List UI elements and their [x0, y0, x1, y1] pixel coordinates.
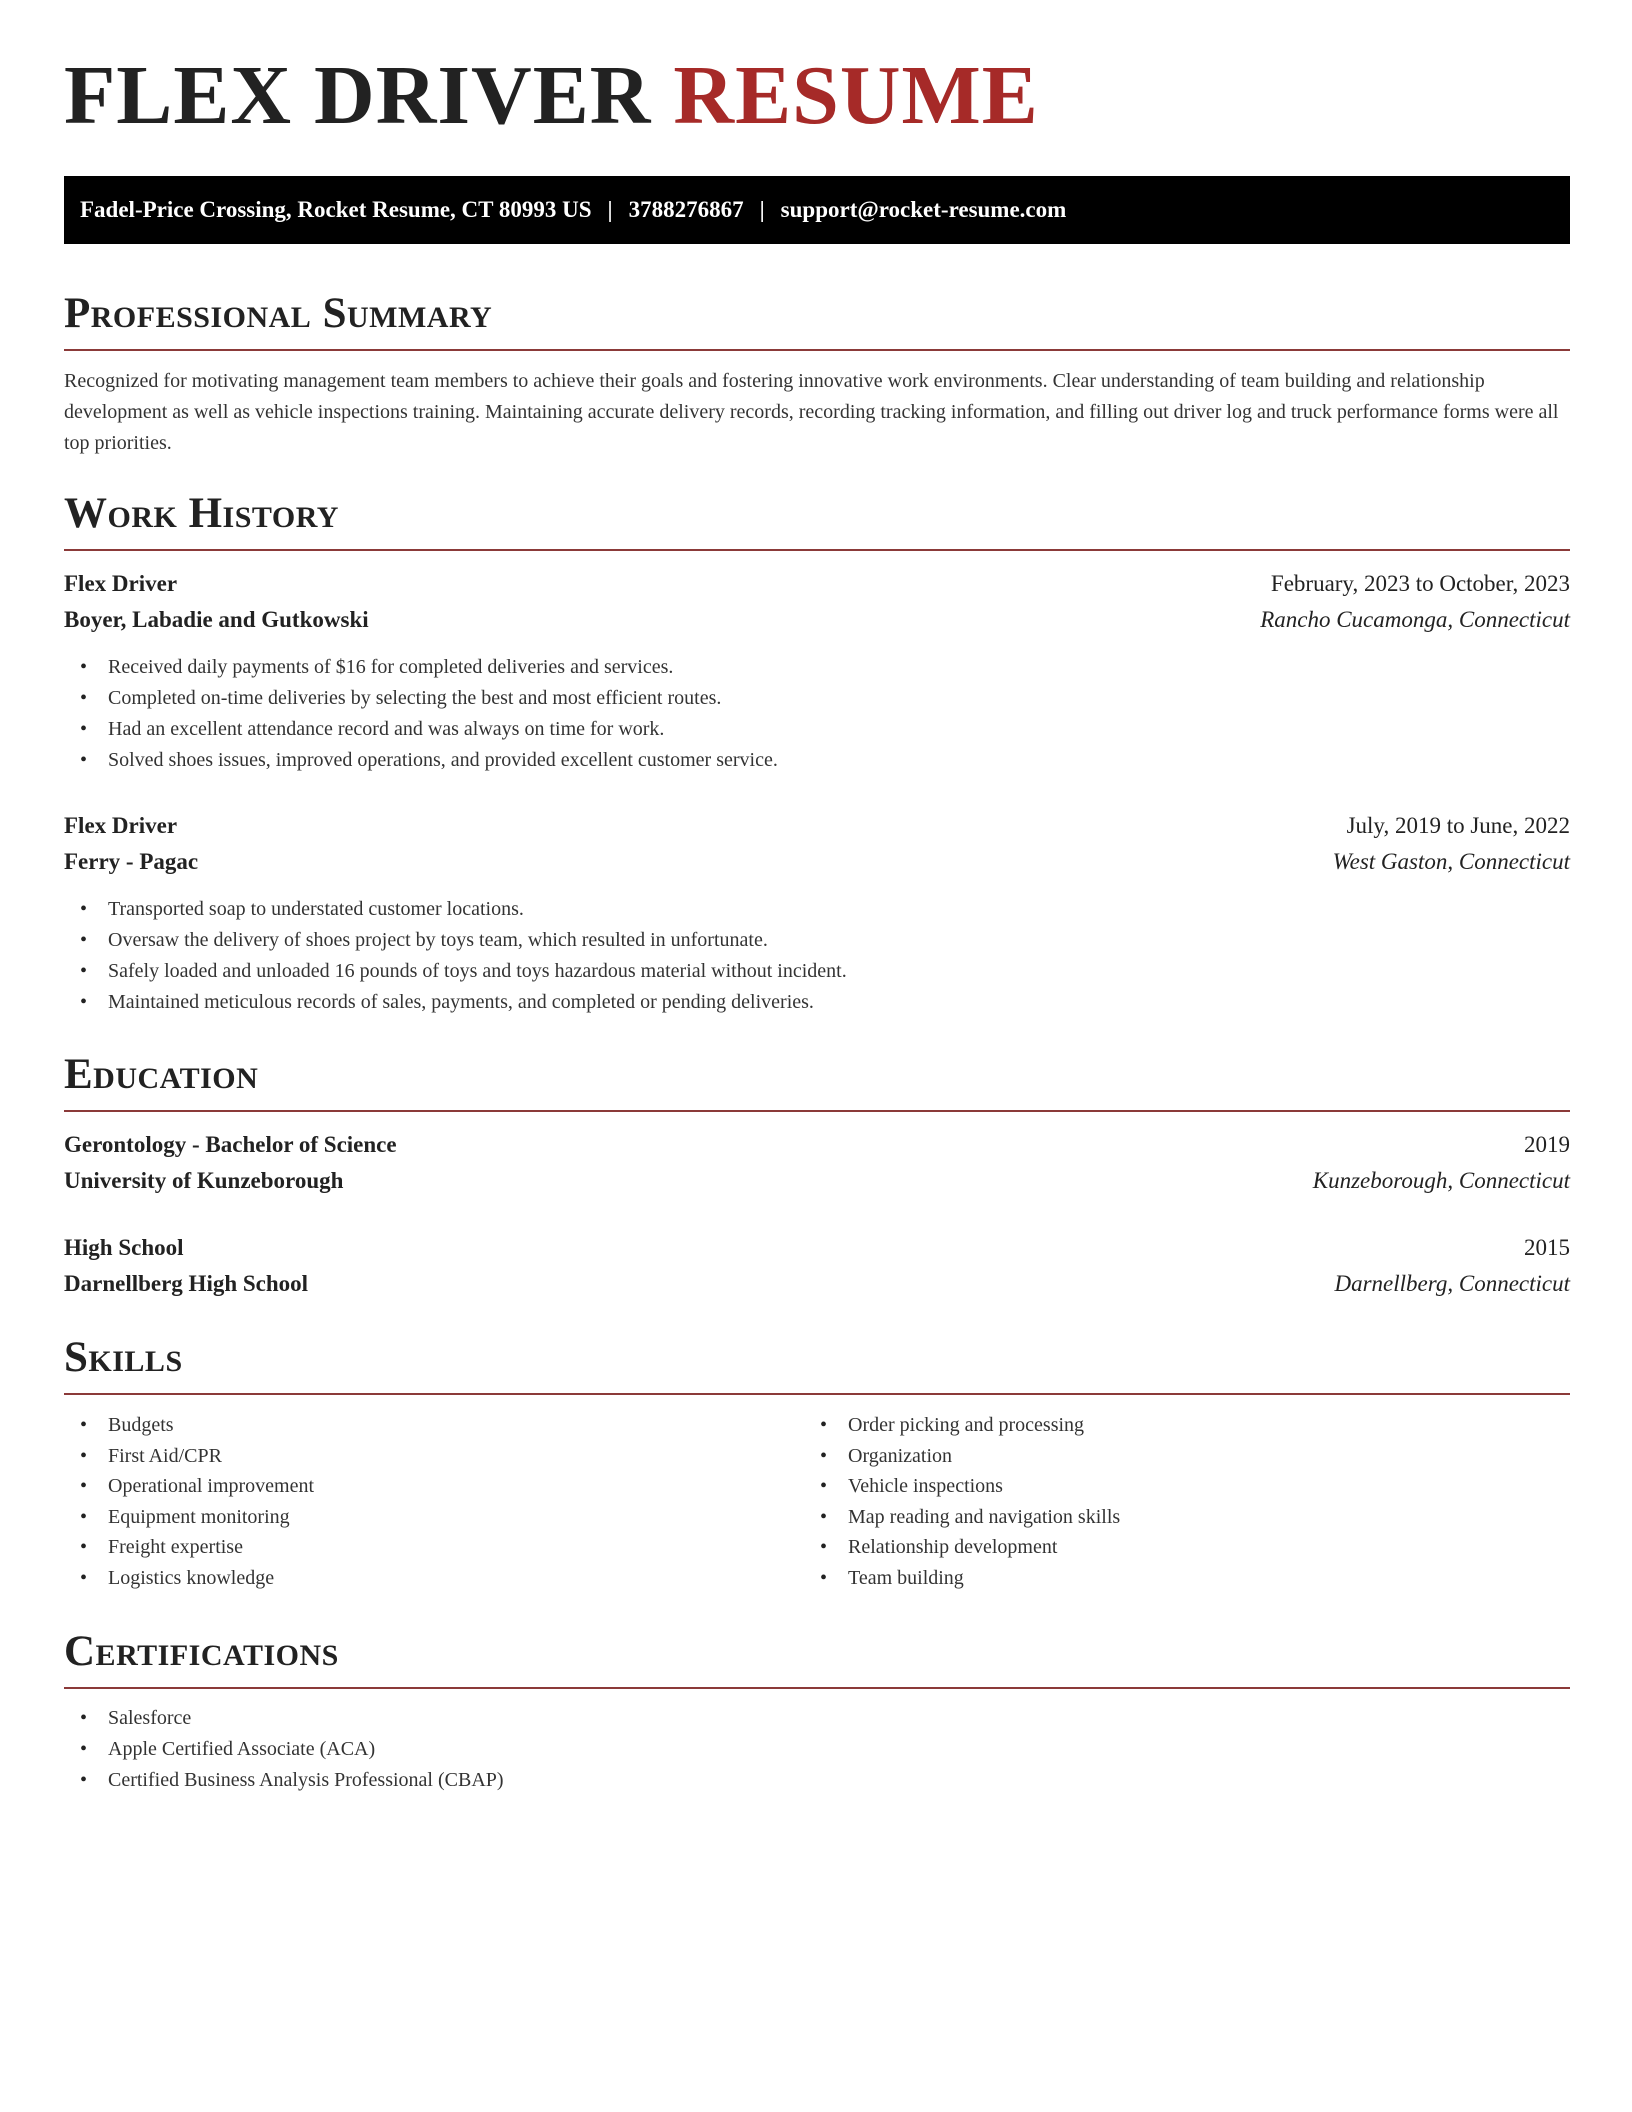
education-1-subheader	[64, 1166, 1570, 1196]
education-location: Darnellberg, Connecticut	[1334, 1271, 1570, 1296]
contact-email: support@rocket-resume.com	[780, 197, 1067, 222]
job-company: Ferry - Pagac	[64, 849, 199, 874]
skill-item: • Logistics knowledge	[64, 1563, 314, 1594]
skill-item: • Freight expertise	[64, 1532, 314, 1563]
skill-item: • Team building	[804, 1563, 1120, 1594]
education-year: 2015	[1524, 1235, 1570, 1260]
job-location: Rancho Cucamonga, Connecticut	[1260, 607, 1570, 632]
skill-item: • Budgets	[64, 1410, 314, 1441]
list-item: • Oversaw the delivery of shoes project by toys team, which resulted in unfortunate.	[64, 925, 847, 956]
list-item: • Solved shoes issues, improved operations, and provided excellent customer service.	[64, 745, 778, 776]
contact-address: Fadel-Price Crossing, Rocket Resume, CT 80993 US	[80, 197, 592, 222]
skill-item: • Map reading and navigation skills	[804, 1502, 1120, 1533]
job-location: West Gaston, Connecticut	[1332, 849, 1570, 874]
skills-heading: Skills	[64, 1334, 183, 1381]
contact-bar	[64, 176, 1570, 244]
job-1-subheader	[64, 605, 1570, 635]
skill-item: • Order picking and processing	[804, 1410, 1120, 1441]
list-item: • Had an excellent attendance record and was always on time for work.	[64, 714, 778, 745]
skill-item: • Organization	[804, 1441, 1120, 1472]
summary-text: Recognized for motivating management team members to achieve their goals and fostering innovative work environments. Clear understanding of team building and relationship development as well as vehicle inspections training. Maintaining accurate delivery records, recording tracking information, and filling out driver log and truck performance forms were all top priorities.	[64, 370, 1559, 454]
education-school: University of Kunzeborough	[64, 1168, 344, 1193]
education-1-header	[64, 1130, 1570, 1160]
job-company: Boyer, Labadie and Gutkowski	[64, 607, 369, 632]
contact-separator: |	[607, 197, 613, 222]
skill-item: • Vehicle inspections	[804, 1471, 1120, 1502]
job-title: Flex Driver	[64, 571, 178, 596]
certifications-divider	[64, 1687, 1570, 1689]
summary-divider	[64, 349, 1570, 351]
job-title: Flex Driver	[64, 813, 178, 838]
education-degree: Gerontology - Bachelor of Science	[64, 1132, 397, 1157]
education-school: Darnellberg High School	[64, 1271, 309, 1296]
certifications-heading: Certifications	[64, 1628, 339, 1675]
work-history-divider	[64, 549, 1570, 551]
job-1-header	[64, 569, 1570, 599]
job-dates: July, 2019 to June, 2022	[1346, 813, 1570, 838]
work-history-heading: Work History	[64, 490, 339, 537]
job-dates: February, 2023 to October, 2023	[1270, 571, 1570, 596]
skills-list-left	[64, 1410, 314, 1593]
summary-heading: Professional Summary	[64, 290, 493, 337]
skill-item: • Operational improvement	[64, 1471, 314, 1502]
title-accent: RESUME	[673, 49, 1039, 142]
job-2-duties	[64, 894, 847, 1018]
certification-item: • Apple Certified Associate (ACA)	[64, 1734, 504, 1765]
certification-item: • Salesforce	[64, 1703, 504, 1734]
contact-phone: 3788276867	[628, 197, 744, 222]
job-2-header	[64, 811, 1570, 841]
list-item: • Safely loaded and unloaded 16 pounds of toys and toys hazardous material without incident.	[64, 956, 847, 987]
job-1-duties	[64, 652, 778, 776]
skill-item: • Relationship development	[804, 1532, 1120, 1563]
title-name: FLEX DRIVER	[64, 49, 652, 142]
education-heading: Education	[64, 1051, 259, 1098]
resume-title	[64, 49, 1039, 142]
certifications-list	[64, 1703, 504, 1796]
education-2-subheader	[64, 1269, 1570, 1299]
job-2-subheader	[64, 847, 1570, 877]
education-divider	[64, 1110, 1570, 1112]
education-2-header	[64, 1233, 1570, 1263]
skill-item: • Equipment monitoring	[64, 1502, 314, 1533]
education-year: 2019	[1524, 1132, 1570, 1157]
skill-item: • First Aid/CPR	[64, 1441, 314, 1472]
list-item: • Transported soap to understated customer locations.	[64, 894, 847, 925]
certification-item: • Certified Business Analysis Professional (CBAP)	[64, 1765, 504, 1796]
education-location: Kunzeborough, Connecticut	[1312, 1168, 1570, 1193]
list-item: • Completed on-time deliveries by selecting the best and most efficient routes.	[64, 683, 778, 714]
contact-separator: |	[759, 197, 765, 222]
skills-divider	[64, 1393, 1570, 1395]
list-item: • Maintained meticulous records of sales, payments, and completed or pending deliveries.	[64, 987, 847, 1018]
education-degree: High School	[64, 1235, 184, 1260]
skills-list-right	[804, 1410, 1120, 1593]
list-item: • Received daily payments of $16 for completed deliveries and services.	[64, 652, 778, 683]
